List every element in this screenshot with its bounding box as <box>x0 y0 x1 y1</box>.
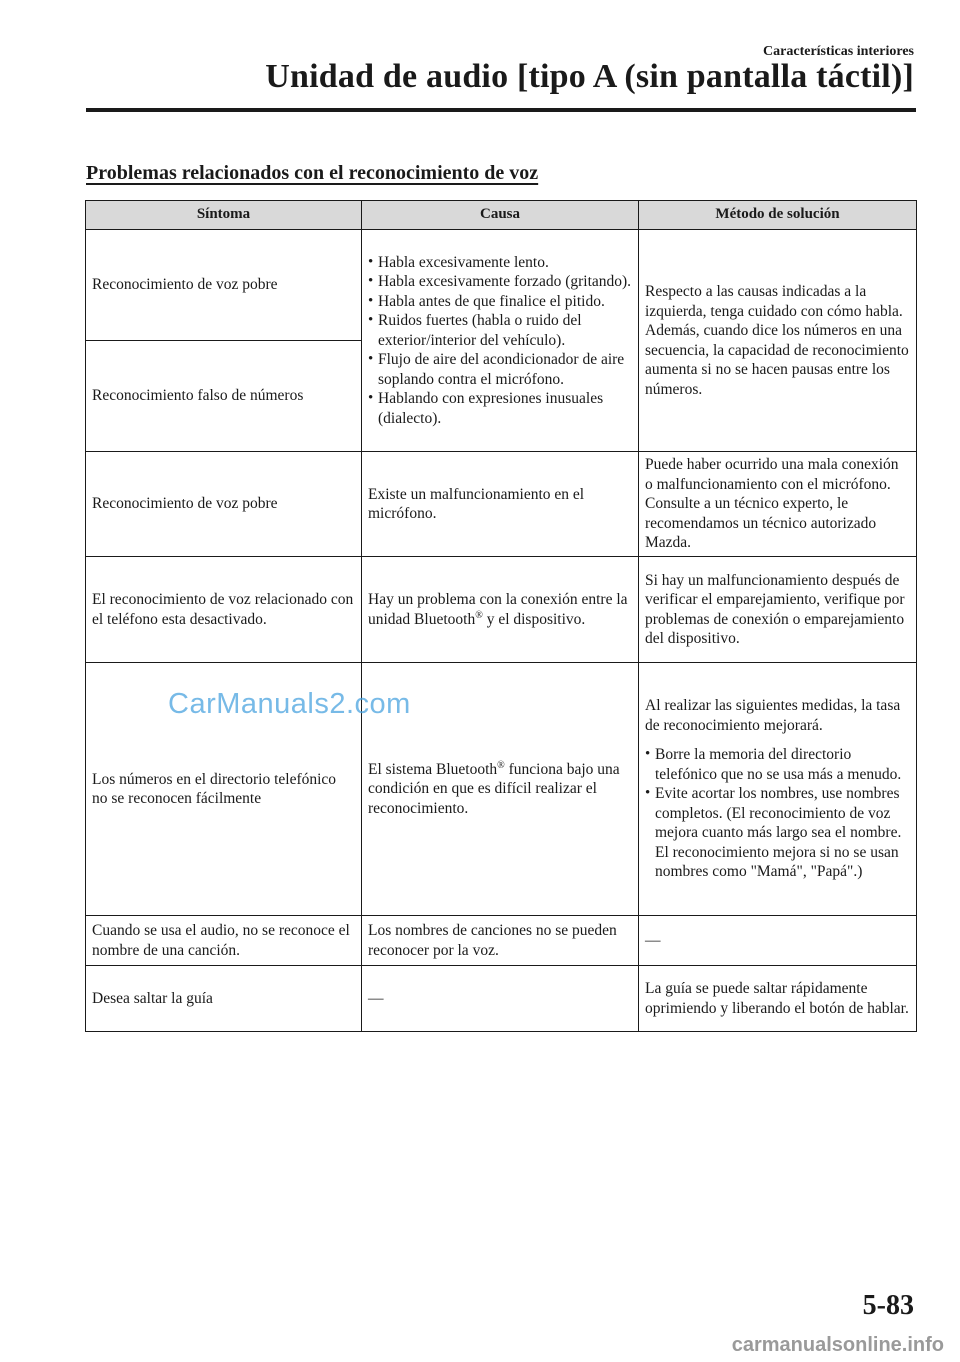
symptom-cell: El reconocimiento de voz relacionado con el teléfono esta desactivado. <box>86 557 362 663</box>
symptom-cell: Reconocimiento falso de números <box>86 341 362 452</box>
solution-bullet-list <box>645 745 910 882</box>
table-row <box>86 557 917 663</box>
footer-site-link[interactable]: carmanualsonline.info <box>731 1334 944 1356</box>
page-title: Unidad de audio [tipo A (sin pantalla táctil)] <box>265 58 914 95</box>
header-section-label: Características interiores <box>763 44 914 59</box>
symptom-cell: Cuando se usa el audio, no se reconoce el nombre de una canción. <box>86 916 362 966</box>
solution-cell: Si hay un malfuncionamiento después de verificar el emparejamiento, verifique por problemas de conexión o emparejamiento del dispositivo. <box>639 557 917 663</box>
cause-text: El sistema Bluetooth <box>368 760 498 778</box>
solution-cell: Respecto a las causas indicadas a la izquierda, tenga cuidado con cómo habla. Además, cuando dice los números en una secuencia, la capacidad de reconocimiento aumenta si no se hacen pausas entre los números. <box>639 230 917 452</box>
table-row <box>86 916 917 966</box>
cause-cell <box>362 557 639 663</box>
table-row <box>86 966 917 1032</box>
solution-cell: La guía se puede saltar rápidamente oprimiendo y liberando el botón de hablar. <box>639 966 917 1032</box>
cause-text-end: y el dispositivo. <box>482 610 586 628</box>
table-row <box>86 452 917 557</box>
watermark: CarManuals2.com <box>168 688 411 720</box>
table-header-row <box>86 201 917 230</box>
symptom-cell: Los números en el directorio telefónico no se reconocen fácilmente <box>86 663 362 916</box>
cause-cell: Los nombres de canciones no se pueden reconocer por la voz. <box>362 916 639 966</box>
cause-cell: Existe un malfuncionamiento en el micrófono. <box>362 452 639 557</box>
troubleshooting-table <box>85 200 917 1032</box>
list-item: • Ruidos fuertes (habla o ruido del exterior/interior del vehículo). <box>368 311 632 350</box>
column-header-solution: Método de solución <box>639 201 917 230</box>
solution-cell: Puede haber ocurrido una mala conexión o malfuncionamiento con el micrófono. Consulte a un técnico experto, le recomendamos un técnico autorizado Mazda. <box>639 452 917 557</box>
solution-cell <box>639 663 917 916</box>
column-header-symptom: Síntoma <box>86 201 362 230</box>
cause-text: Hay un problema con la conexión entre la unidad Bluetooth <box>368 591 628 628</box>
symptom-cell: Reconocimiento de voz pobre <box>86 230 362 341</box>
symptom-cell: Reconocimiento de voz pobre <box>86 452 362 557</box>
page-number: 5-83 <box>862 1290 914 1321</box>
header-divider <box>86 108 916 112</box>
registered-mark: ® <box>497 759 505 771</box>
symptom-cell: Desea saltar la guía <box>86 966 362 1032</box>
cause-cell <box>362 230 639 452</box>
list-item: • Habla excesivamente forzado (gritando). <box>368 272 632 292</box>
list-item: • Borre la memoria del directorio telefónico que no se usa más a menudo. <box>645 745 910 784</box>
solution-cell: — <box>639 916 917 966</box>
list-item: • Habla antes de que finalice el pitido. <box>368 292 632 312</box>
section-title: Problemas relacionados con el reconocimiento de voz <box>86 162 539 184</box>
cause-cell: — <box>362 966 639 1032</box>
list-item: • Habla excesivamente lento. <box>368 253 632 273</box>
table-row <box>86 230 917 341</box>
registered-mark: ® <box>475 609 483 621</box>
list-item: • Flujo de aire del acondicionador de aire soplando contra el micrófono. <box>368 350 632 389</box>
solution-intro: Al realizar las siguientes medidas, la tasa de reconocimiento mejorará. <box>645 697 901 734</box>
cause-bullet-list <box>368 253 632 429</box>
list-item: • Hablando con expresiones inusuales (dialecto). <box>368 389 632 428</box>
column-header-cause: Causa <box>362 201 639 230</box>
cause-text-end: funciona bajo una condición en que es difícil realizar el reconocimiento. <box>368 760 620 817</box>
list-item: • Evite acortar los nombres, use nombres completos. (El reconocimiento de voz mejora cuanto más largo sea el nombre. El reconocimiento mejora si no se usan nombres como "Mamá", "Papá".) <box>645 784 910 882</box>
